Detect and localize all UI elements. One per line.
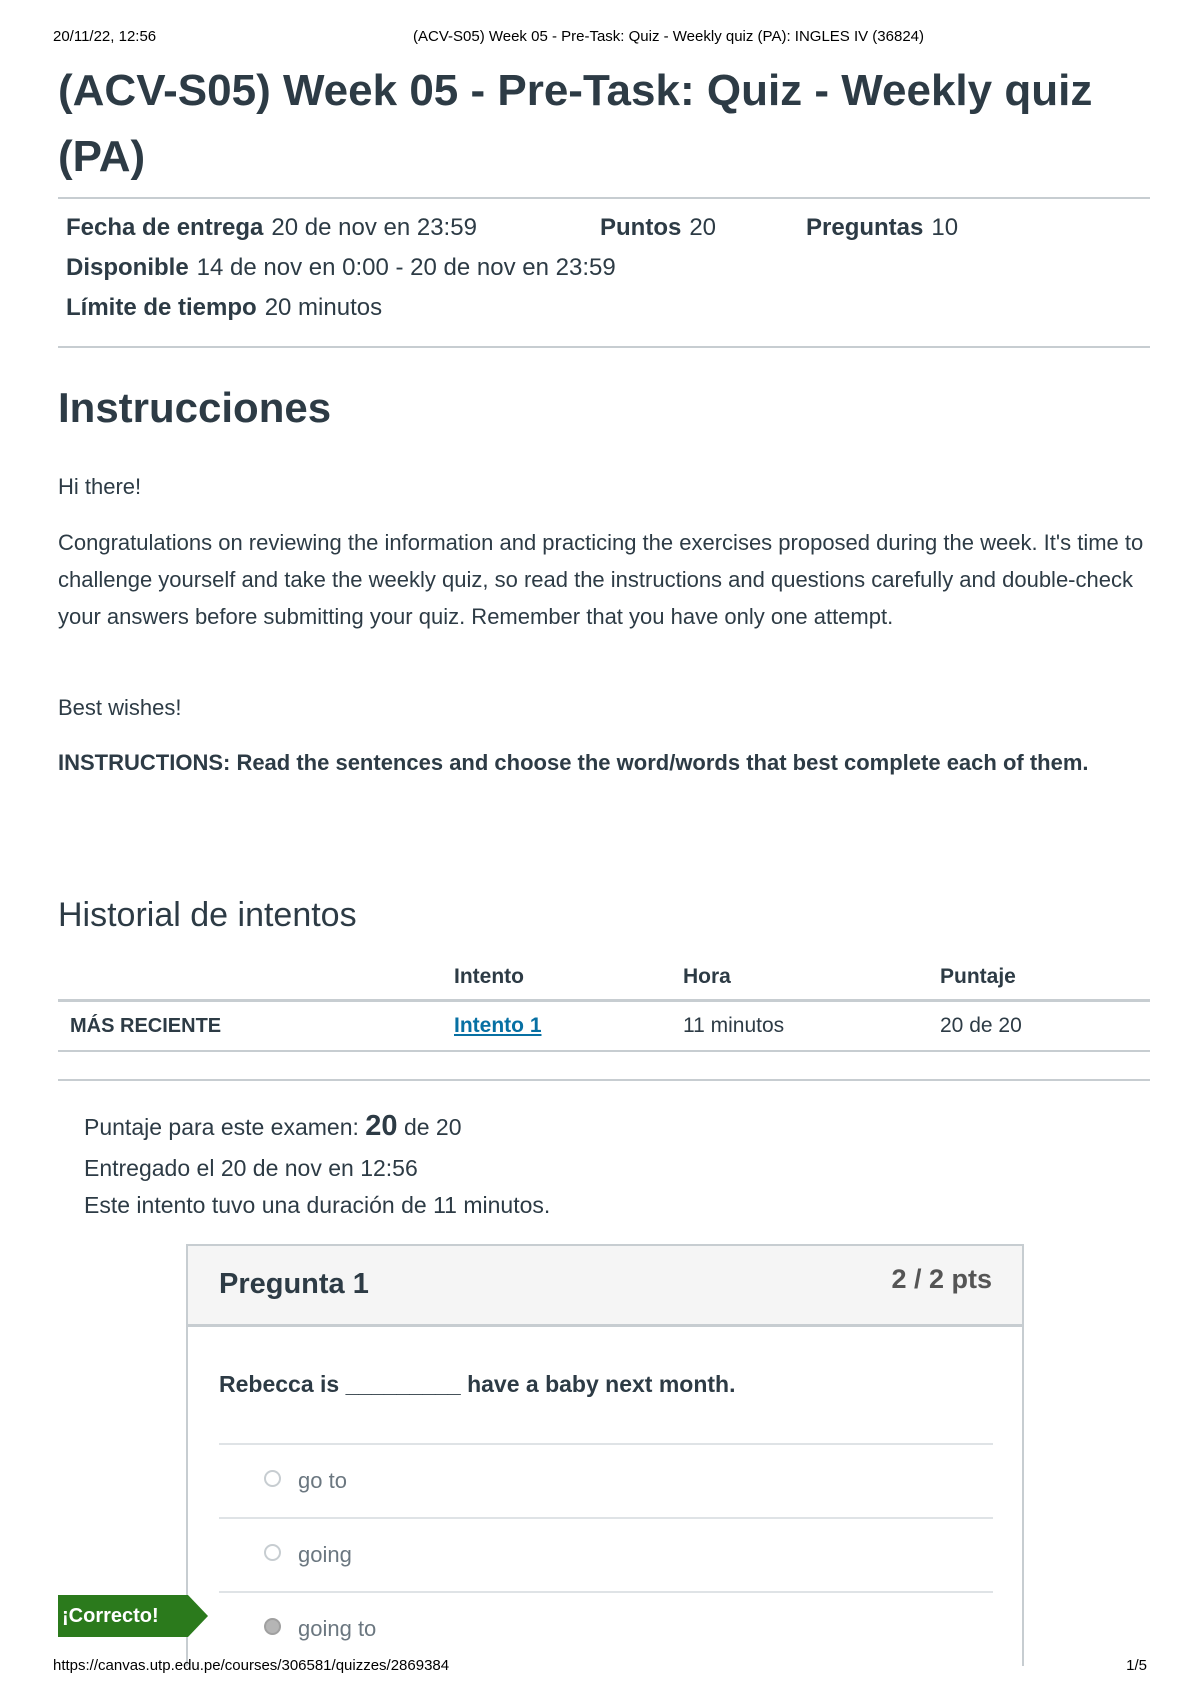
column-header-attempt: Intento <box>442 955 671 1001</box>
attempt-cell <box>442 1001 671 1052</box>
question-points: 2 / 2 pts <box>891 1264 992 1294</box>
answer-option[interactable] <box>219 1443 993 1517</box>
page-title: (ACV-S05) Week 05 - Pre-Task: Quiz - Weekly quiz (PA) <box>58 66 1093 181</box>
print-title: (ACV-S05) Week 05 - Pre-Task: Quiz - Weekly quiz (PA): INGLES IV (36824) <box>413 28 925 45</box>
print-url: https://canvas.utp.edu.pe/courses/306581/quizzes/2869384 <box>53 1657 450 1674</box>
answer-list <box>219 1443 993 1665</box>
answer-text: go to <box>298 1468 347 1493</box>
due-date <box>66 214 477 242</box>
answer-text: going <box>298 1542 352 1567</box>
points-label: Puntos <box>600 214 682 241</box>
time-limit-value: 20 minutos <box>264 294 383 321</box>
score-prefix: Puntaje para este examen: <box>84 1114 366 1140</box>
print-header <box>53 28 1147 48</box>
score-value: 20 <box>365 1110 398 1142</box>
correct-answer-flag: ¡Correcto! <box>58 1595 188 1637</box>
attempt-score: 20 de 20 <box>928 1001 1150 1052</box>
submitted-text: Entregado el 20 de nov en 12:56 <box>84 1155 418 1181</box>
divider <box>58 197 1150 199</box>
column-header <box>58 955 442 1001</box>
due-value: 20 de nov en 23:59 <box>271 214 477 241</box>
available-value: 14 de nov en 0:00 - 20 de nov en 23:59 <box>196 254 616 281</box>
duration-text: Este intento tuvo una duración de 11 minutos. <box>84 1192 551 1218</box>
table-header-row <box>58 955 1150 1001</box>
question-count <box>806 214 958 242</box>
questions-label: Preguntas <box>806 214 924 241</box>
column-header-score: Puntaje <box>928 955 1150 1001</box>
points-value: 20 <box>689 214 717 241</box>
points <box>600 214 716 242</box>
table-row <box>58 1001 1150 1052</box>
instructions-line: INSTRUCTIONS: Read the sentences and choose the word/words that best complete each of them. <box>58 750 1089 775</box>
radio-button[interactable] <box>264 1470 281 1487</box>
time-limit <box>66 294 382 322</box>
divider <box>58 1079 1150 1081</box>
question-name: Pregunta 1 <box>219 1268 369 1300</box>
column-header-time: Hora <box>671 955 928 1001</box>
radio-button-selected[interactable] <box>264 1618 281 1635</box>
time-limit-label: Límite de tiempo <box>66 294 257 321</box>
radio-button[interactable] <box>264 1544 281 1561</box>
attempt-time: 11 minutos <box>671 1001 928 1052</box>
attempt-history-table <box>58 955 1150 1052</box>
attempt-status: MÁS RECIENTE <box>58 1001 442 1052</box>
instructions-greeting: Hi there! <box>58 474 142 499</box>
questions-value: 10 <box>931 214 959 241</box>
divider <box>58 346 1150 348</box>
instructions-heading: Instrucciones <box>58 384 332 431</box>
availability <box>66 254 616 282</box>
instructions-closing: Best wishes! <box>58 695 182 720</box>
print-footer <box>53 1657 1147 1677</box>
question-card <box>186 1244 1024 1666</box>
question-header <box>188 1246 1022 1327</box>
due-label: Fecha de entrega <box>66 214 264 241</box>
instructions-body: Congratulations on reviewing the information and practicing the exercises proposed during the week. It's time to challenge yourself and take the weekly quiz, so read the instructions and questions carefully and double-check your answers before submitting your quiz. Remember that you have only one attempt. <box>58 530 1144 629</box>
answer-option[interactable] <box>219 1517 993 1591</box>
print-date: 20/11/22, 12:56 <box>53 28 157 45</box>
answer-text: going to <box>298 1616 377 1641</box>
available-label: Disponible <box>66 254 189 281</box>
page-number: 1/5 <box>1126 1657 1147 1674</box>
answer-option[interactable] <box>219 1591 993 1665</box>
score-suffix: de 20 <box>397 1114 462 1140</box>
history-heading: Historial de intentos <box>58 896 357 934</box>
question-text: Rebecca is _________ have a baby next month. <box>219 1371 736 1397</box>
attempt-link[interactable]: Intento 1 <box>454 1014 542 1037</box>
score-line <box>84 1108 462 1146</box>
